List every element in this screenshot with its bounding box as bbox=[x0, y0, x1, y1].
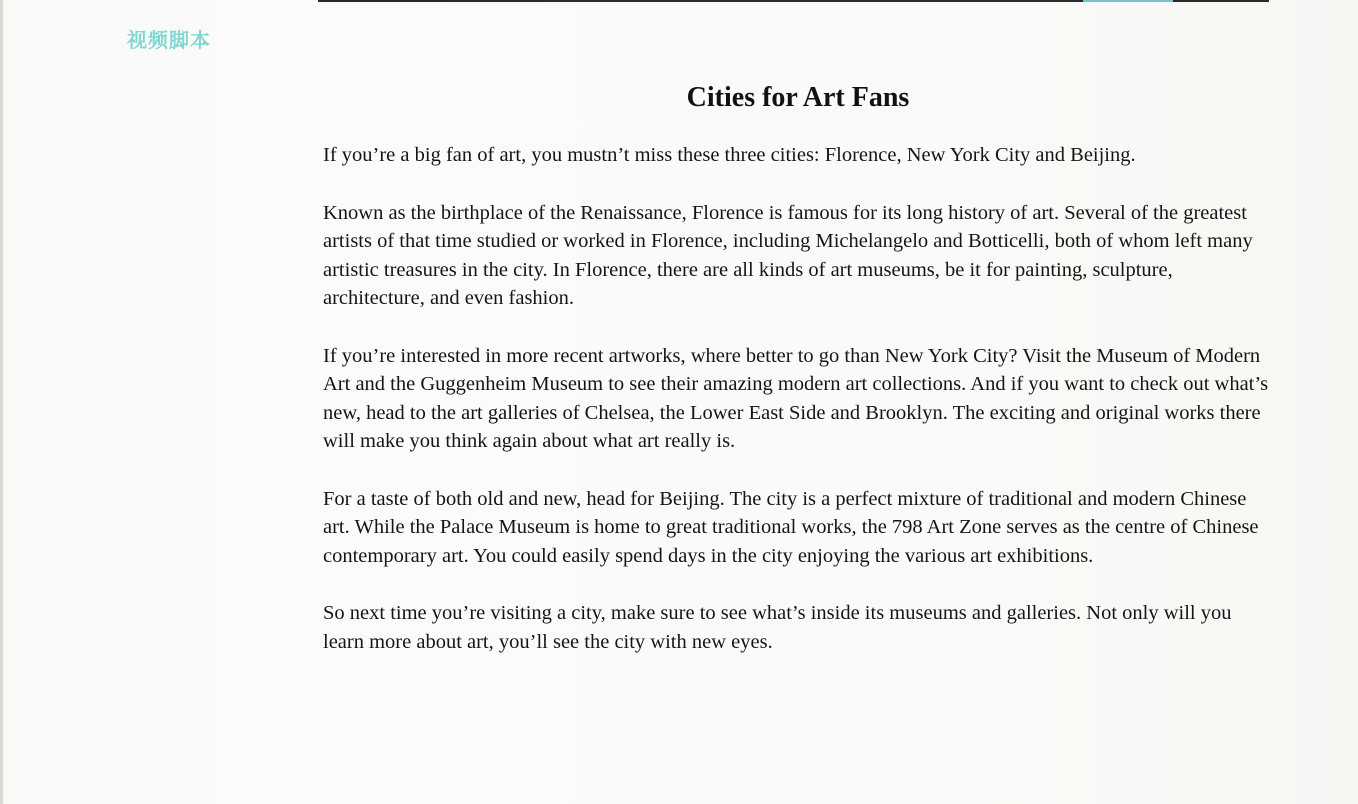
paragraph-conclusion: So next time you’re visiting a city, make sure to see what’s inside its museums and galleries. Not only will you learn more about art, you’ll see the city with new eyes. bbox=[323, 602, 1232, 653]
top-rule-accent bbox=[1083, 0, 1173, 2]
paragraph-intro: If you’re a big fan of art, you mustn’t miss these three cities: Florence, New York City and Beijing. bbox=[323, 144, 1136, 166]
article-title: Cities for Art Fans bbox=[686, 82, 910, 113]
paragraph-new-york: If you’re interested in more recent artworks, where better to go than New York City? Visit the Museum of Modern Art and the Guggenheim Museum to see their amazing modern art collections. And if you want to check out what’s new, head to the art galleries of Chelsea, the Lower East Side and Brooklyn. The exciting and original works there will make you think again about what art really is. bbox=[323, 344, 1269, 452]
paragraph-florence: Known as the birthplace of the Renaissance, Florence is famous for its long history of art. Several of the greatest artists of that time studied or worked in Florence, including Michelangelo and Botticelli, both of whom left many artistic treasures in the city. In Florence, there are all kinds of art museums, be it for painting, sculpture, architecture, and even fashion. bbox=[323, 201, 1253, 309]
article-body bbox=[323, 141, 1271, 685]
paragraph-beijing: For a taste of both old and new, head for Beijing. The city is a perfect mixture of traditional and modern Chinese art. While the Palace Museum is home to great traditional works, the 798 Art Zone serves as the centre of Chinese contemporary art. You could easily spend days in the city enjoying the various art exhibitions. bbox=[323, 487, 1259, 567]
video-script-label: 视频脚本 bbox=[127, 28, 211, 52]
